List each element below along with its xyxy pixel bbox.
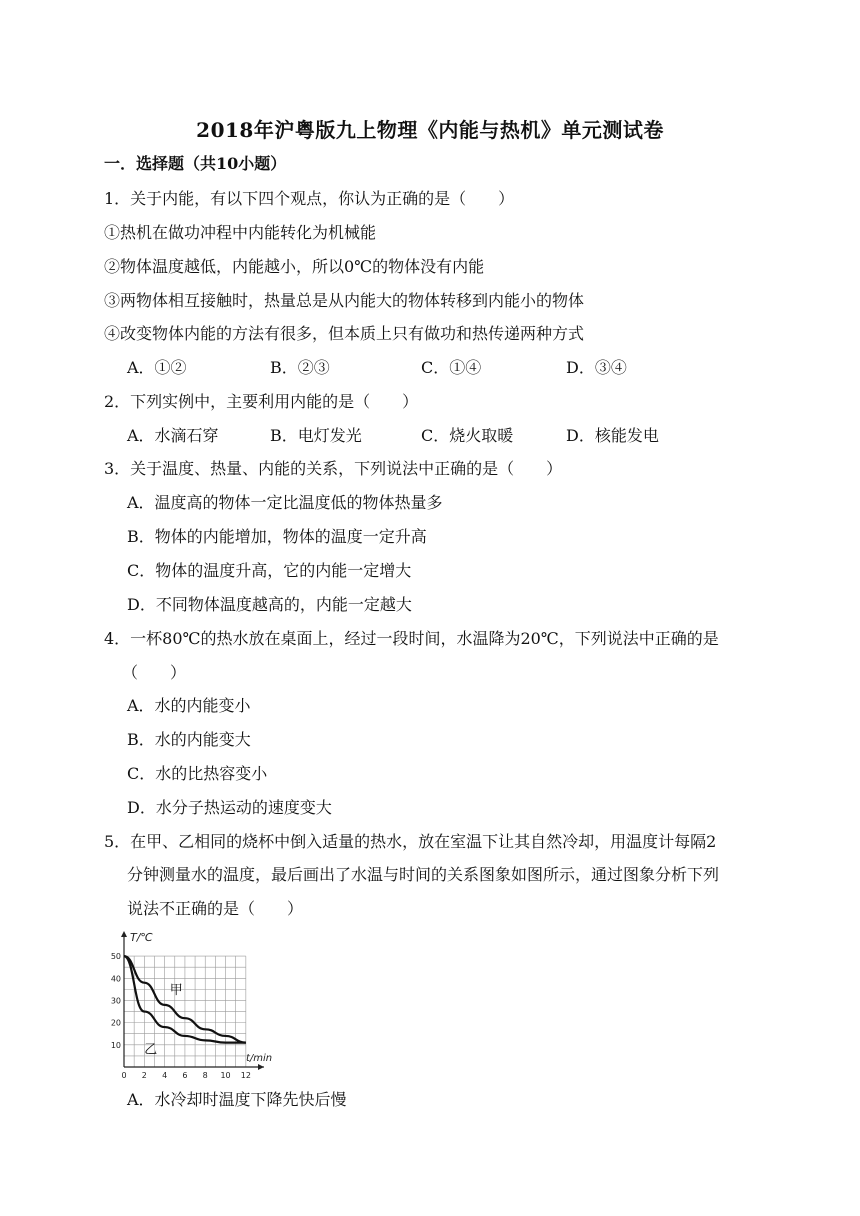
y-axis-label: T/℃ <box>130 931 153 944</box>
question-3-option-d[interactable]: D．不同物体温度越高的，内能一定越大 <box>127 595 412 614</box>
y-tick-label: 50 <box>110 952 121 962</box>
x-tick-label: 4 <box>162 1071 168 1080</box>
x-tick-label: 10 <box>220 1071 231 1080</box>
x-tick-label: 0 <box>121 1071 127 1080</box>
question-3-option-a[interactable]: A．温度高的物体一定比温度低的物体热量多 <box>127 493 443 512</box>
y-tick-label: 40 <box>110 974 121 984</box>
page-title: 2018年沪粤版九上物理《内能与热机》单元测试卷 <box>196 118 664 142</box>
y-tick-label: 20 <box>110 1018 121 1028</box>
x-axis-arrow <box>258 1064 264 1070</box>
temperature-time-chart <box>104 925 276 1083</box>
question-4-option-a[interactable]: A．水的内能变小 <box>127 696 251 715</box>
question-3-option-c[interactable]: C．物体的温度升高，它的内能一定增大 <box>127 561 412 580</box>
question-2-option-c[interactable]: C．烧火取暖 <box>421 426 514 445</box>
question-1-statement-4: ④改变物体内能的方法有很多，但本质上只有做功和热传递两种方式 <box>104 324 585 343</box>
y-axis-arrow <box>121 931 127 937</box>
question-4-option-c[interactable]: C．水的比热容变小 <box>127 764 268 783</box>
question-1-option-b[interactable]: B．②③ <box>270 358 330 377</box>
question-2-option-d[interactable]: D．核能发电 <box>566 426 659 445</box>
y-tick-label: 30 <box>110 996 121 1006</box>
question-4-option-d[interactable]: D．水分子热运动的速度变大 <box>127 798 332 817</box>
question-5-stem-line-1: 5．在甲、乙相同的烧杯中倒入适量的热水，放在室温下让其自然冷却，用温度计每隔2 <box>104 832 717 851</box>
question-5-stem-line-3: 说法不正确的是（ ） <box>127 899 304 918</box>
y-tick-label: 10 <box>110 1040 121 1050</box>
question-4-stem-line-1: 4．一杯80℃的热水放在桌面上，经过一段时间，水温降为20℃，下列说法中正确的是 <box>104 629 719 648</box>
question-4-option-b[interactable]: B．水的内能变大 <box>127 730 251 749</box>
x-axis-label: t/min <box>246 1053 273 1064</box>
question-3-option-b[interactable]: B．物体的内能增加，物体的温度一定升高 <box>127 527 427 546</box>
x-tick-label: 6 <box>182 1071 188 1080</box>
x-tick-label: 2 <box>141 1071 147 1080</box>
series-label-jia: 甲 <box>169 982 183 998</box>
section-heading: 一．选择题（共10小题） <box>104 154 287 173</box>
question-5-option-a[interactable]: A．水冷却时温度下降先快后慢 <box>127 1090 347 1109</box>
question-3-stem: 3．关于温度、热量、内能的关系，下列说法中正确的是（ ） <box>104 459 563 478</box>
series-label-yi: 乙 <box>144 1042 158 1058</box>
question-1-statement-3: ③两物体相互接触时，热量总是从内能大的物体转移到内能小的物体 <box>104 291 585 310</box>
question-1-statement-1: ①热机在做功冲程中内能转化为机械能 <box>104 223 377 242</box>
question-2-option-b[interactable]: B．电灯发光 <box>270 426 362 445</box>
question-4-stem-line-2: （ ） <box>122 663 187 682</box>
question-1-option-a[interactable]: A．①② <box>127 358 187 377</box>
question-1-stem: 1．关于内能，有以下四个观点，你认为正确的是（ ） <box>104 189 515 208</box>
x-tick-label: 12 <box>240 1071 251 1080</box>
question-1-option-d[interactable]: D．③④ <box>566 358 627 377</box>
question-1-option-c[interactable]: C．①④ <box>421 358 482 377</box>
question-2-stem: 2．下列实例中，主要利用内能的是（ ） <box>104 392 419 411</box>
question-5-stem-line-2: 分钟测量水的温度，最后画出了水温与时间的关系图象如图所示，通过图象分析下列 <box>127 865 720 884</box>
question-2-option-a[interactable]: A．水滴石穿 <box>127 426 219 445</box>
question-1-statement-2: ②物体温度越低，内能越小，所以0℃的物体没有内能 <box>104 257 485 276</box>
x-tick-label: 8 <box>202 1071 208 1080</box>
